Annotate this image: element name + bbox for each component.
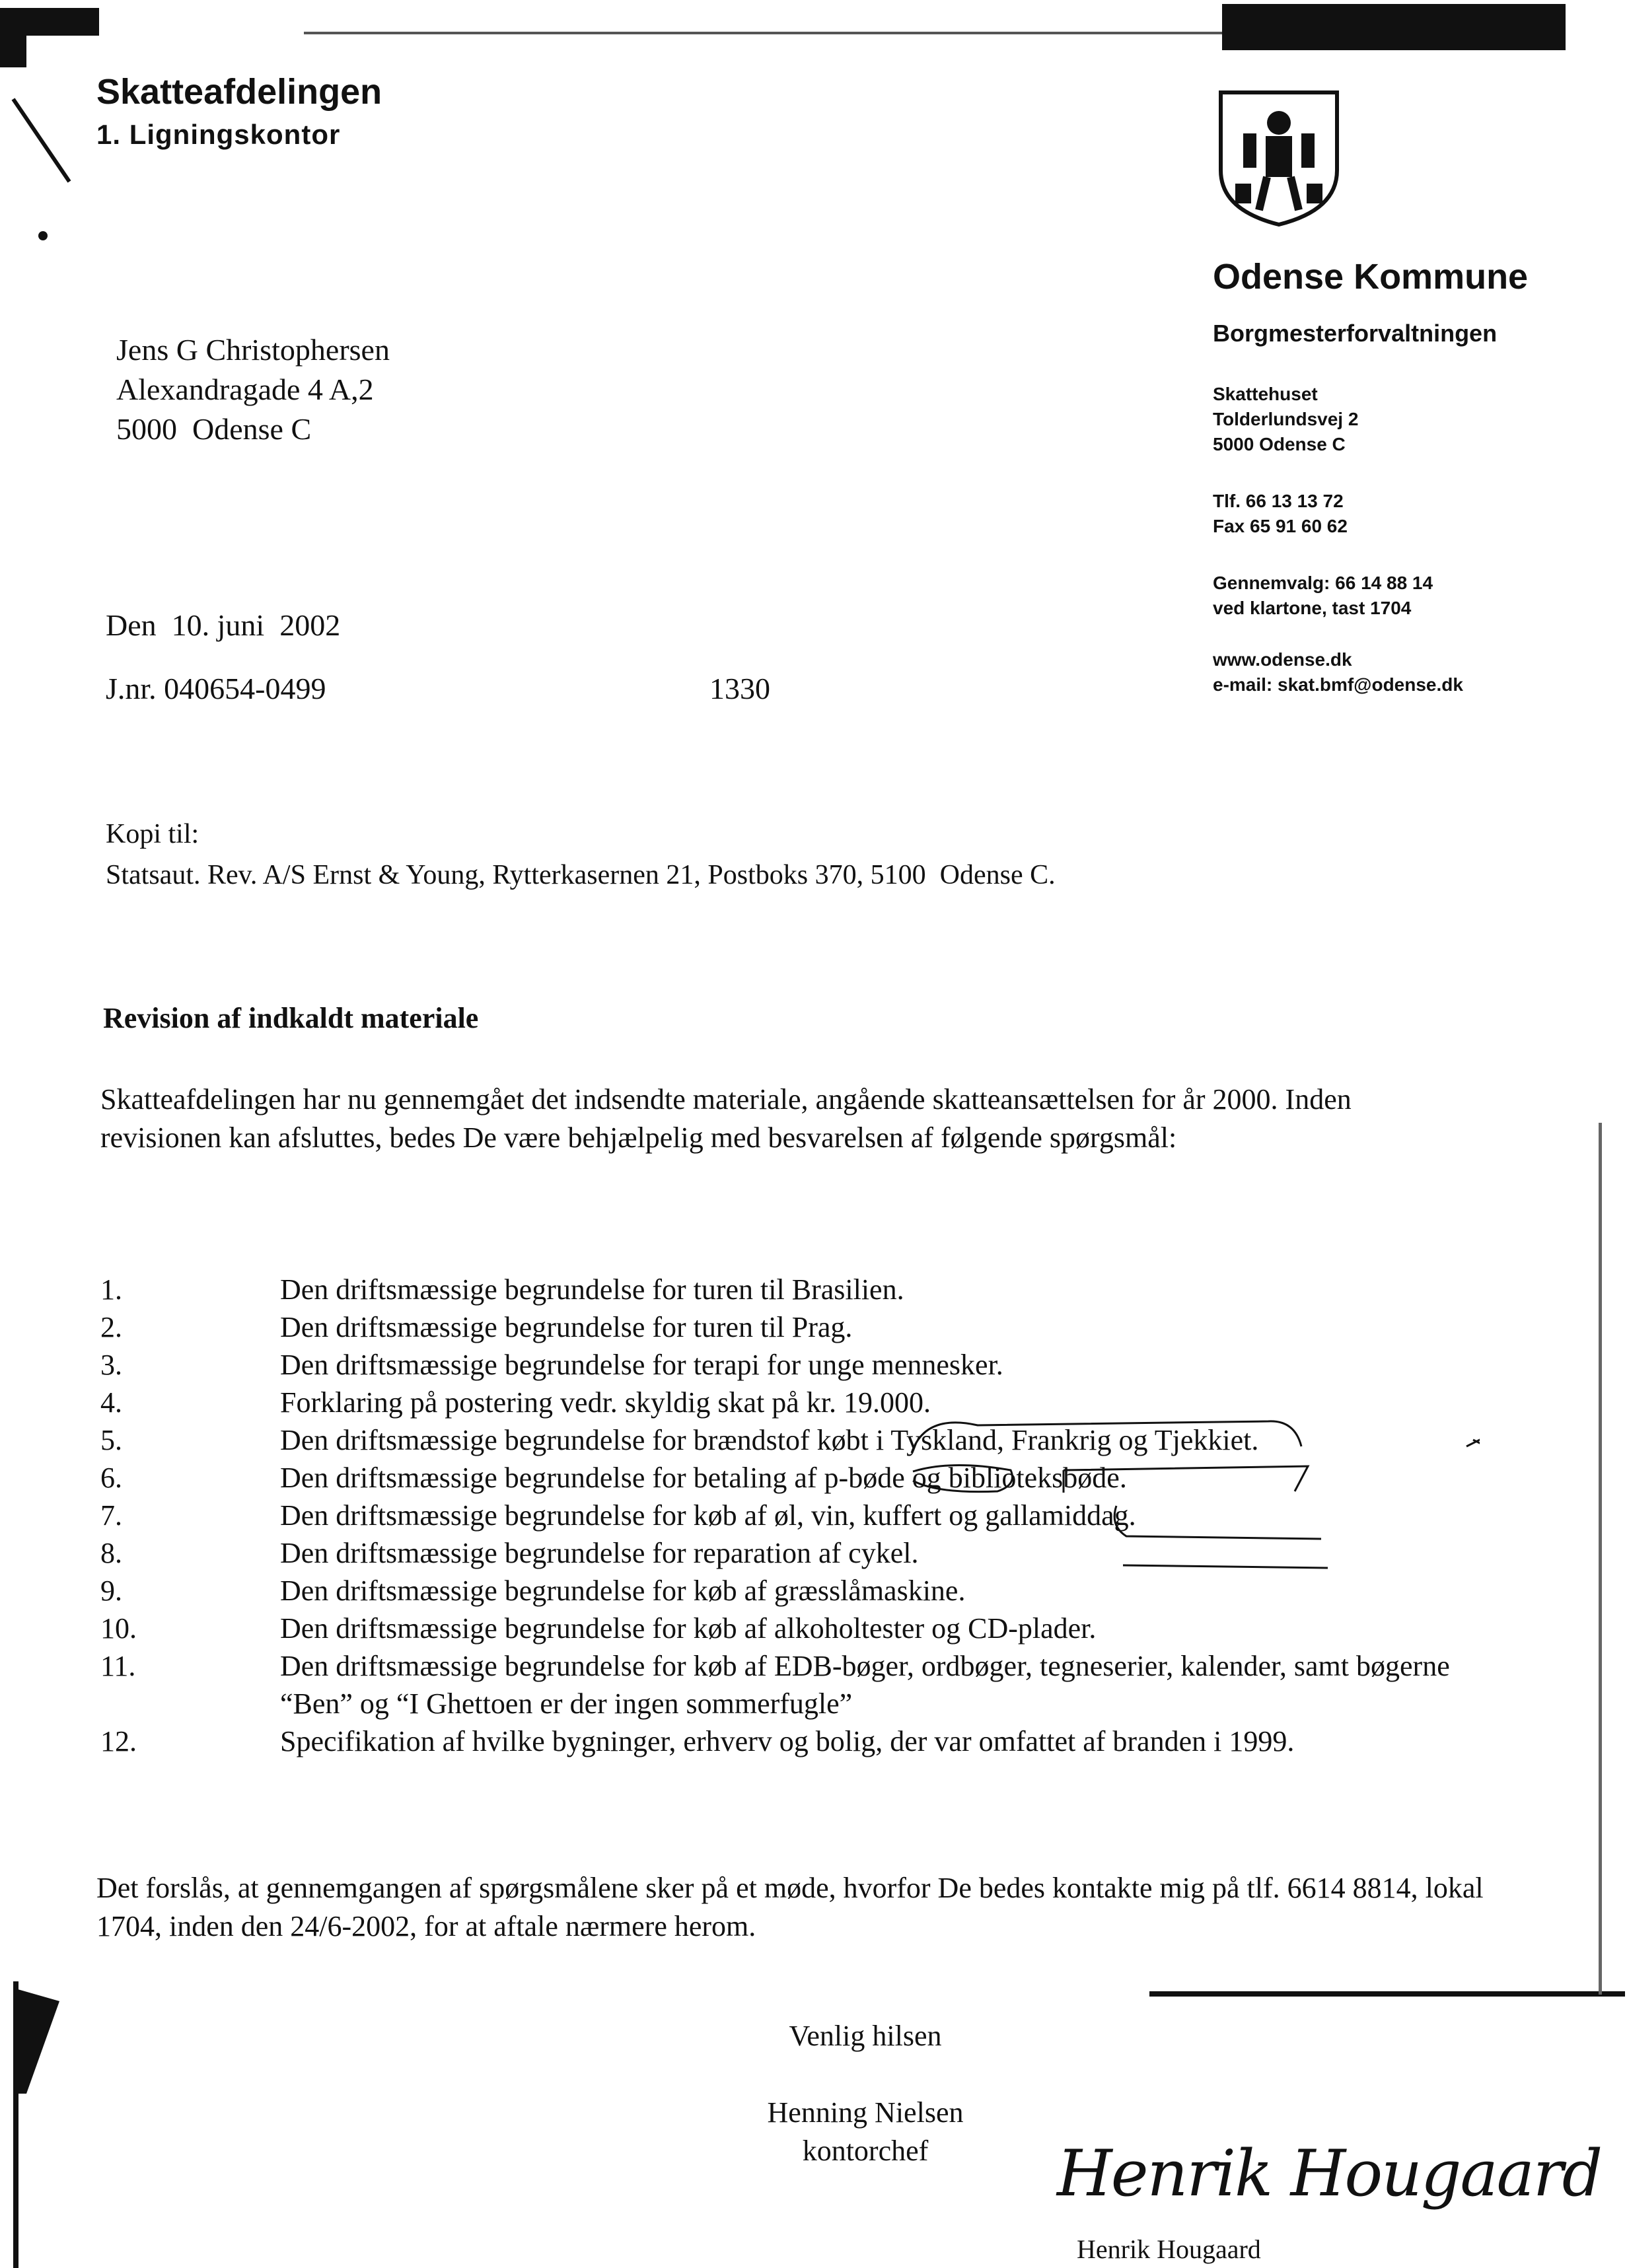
list-item [100, 1647, 1488, 1722]
list-item [100, 1271, 1488, 1308]
copy-to-recipient: Statsaut. Rev. A/S Ernst & Young, Rytterkasernen 21, Postboks 370, 5100 Odense C. [106, 860, 1056, 890]
question-number: 10. [100, 1612, 137, 1645]
question-text: Den driftsmæssige begrundelse for turen til Brasilien. [280, 1273, 904, 1306]
question-number: 12. [100, 1725, 137, 1757]
sender-city: 5000 Odense C [1213, 434, 1346, 454]
handwritten-markup [898, 1407, 1480, 1598]
coat-of-arms-logo [1213, 85, 1345, 230]
question-text: Den driftsmæssige begrundelse for køb af græsslåmaskine. [280, 1575, 966, 1607]
journal-number: J.nr. 040654-0499 [106, 672, 326, 705]
scan-right-rule [1149, 1991, 1625, 1997]
question-number: 1. [100, 1273, 122, 1306]
scan-bottom-left-wedge [13, 1988, 66, 2100]
department-name: Skatteafdelingen [96, 72, 382, 112]
question-text: Den driftsmæssige begrundelse for terapi for unge mennesker. [280, 1349, 1003, 1381]
municipality-name: Odense Kommune [1213, 257, 1529, 297]
signatory-title: kontorchef [802, 2135, 929, 2167]
question-text: Den driftsmæssige begrundelse for køb af alkoholtester og CD-plader. [280, 1612, 1097, 1645]
question-text: Forklaring på postering vedr. skyldig skat på kr. 19.000. [280, 1386, 931, 1419]
sender-building: Skattehuset [1213, 384, 1318, 404]
copy-to-block [106, 814, 1056, 896]
question-text: Specifikation af hvilke bygninger, erhverv og bolig, der var omfattet af branden i 1999. [280, 1725, 1295, 1757]
scan-right-edge [1599, 1123, 1602, 1995]
question-number: 9. [100, 1575, 122, 1607]
reference-code: 1330 [709, 672, 770, 705]
question-number: 4. [100, 1386, 122, 1419]
signatory-name: Henning Nielsen [767, 2096, 964, 2129]
scan-dot [38, 231, 48, 240]
sender-direct-note: ved klartone, tast 1704 [1213, 598, 1412, 618]
question-text: Den driftsmæssige begrundelse for køb af øl, vin, kuffert og gallamiddag. [280, 1499, 1136, 1532]
office-name: 1. Ligningskontor [96, 119, 341, 150]
sender-phone-block [1213, 489, 1348, 539]
sender-street: Tolderlundsvej 2 [1213, 409, 1359, 429]
question-number: 7. [100, 1499, 122, 1532]
sender-phone: Tlf. 66 13 13 72 [1213, 491, 1344, 511]
letter-subject: Revision af indkaldt materiale [103, 1002, 479, 1034]
recipient-address [116, 330, 390, 449]
sender-direct-dial: Gennemvalg: 66 14 88 14 [1213, 573, 1433, 593]
list-item [100, 1346, 1488, 1384]
letter-date: Den 10. juni 2002 [106, 608, 341, 642]
recipient-city: 5000 Odense C [116, 412, 312, 446]
sender-online-block [1213, 647, 1463, 697]
question-number: 3. [100, 1349, 122, 1381]
list-item [100, 1610, 1488, 1647]
sender-direct-block [1213, 571, 1433, 621]
intro-paragraph: Skatteafdelingen har nu gennemgået det indsendte materiale, angående skatteansættelsen for år 2000. Inden revisionen kan afsluttes, bedes De være behjælpelig med besvarelsen af følgende spørgsmål: [100, 1083, 1352, 1154]
recipient-name: Jens G Christophersen [116, 333, 390, 367]
question-text: Den driftsmæssige begrundelse for turen til Prag. [280, 1311, 853, 1343]
sender-address [1213, 382, 1358, 457]
handwritten-signature: Henrik Hougaard [1057, 2137, 1602, 2211]
question-text: Den driftsmæssige begrundelse for betaling af p-bøde og biblioteksbøde. [280, 1462, 1127, 1494]
scan-corner-mark-stem [0, 8, 26, 67]
scan-diagonal-mark [7, 92, 79, 192]
administration-name: Borgmesterforvaltningen [1213, 320, 1498, 347]
scan-top-rule [304, 32, 1282, 34]
sender-fax: Fax 65 91 60 62 [1213, 516, 1348, 536]
question-number: 8. [100, 1537, 122, 1569]
closing-paragraph: Det forslås, at gennemgangen af spørgsmålene sker på et møde, hvorfor De bedes kontakte mig på tlf. 6614 8814, lokal 1704, inden den 24/6-2002, for at aftale nærmere herom. [96, 1872, 1484, 1942]
question-number: 2. [100, 1311, 122, 1343]
sender-email: e-mail: skat.bmf@odense.dk [1213, 674, 1463, 695]
printed-signature-name: Henrik Hougaard [1077, 2234, 1261, 2264]
question-text: Den driftsmæssige begrundelse for køb af EDB-bøger, ordbøger, tegneserier, kalender, samt bøgerne “Ben” og “I Ghettoen er der ingen sommerfugle” [280, 1650, 1450, 1720]
question-text: Den driftsmæssige begrundelse for reparation af cykel. [280, 1537, 919, 1569]
copy-to-label: Kopi til: [106, 819, 199, 849]
list-item [100, 1722, 1488, 1760]
question-number: 5. [100, 1424, 122, 1456]
greeting: Venlig hilsen [789, 2020, 942, 2052]
question-number: 6. [100, 1462, 122, 1494]
list-item [100, 1308, 1488, 1346]
question-number: 11. [100, 1650, 136, 1682]
scan-top-right-mark [1222, 4, 1566, 50]
question-text: Den driftsmæssige begrundelse for brændstof købt i Tyskland, Frankrig og Tjekkiet. [280, 1424, 1259, 1456]
sender-web: www.odense.dk [1213, 649, 1352, 670]
recipient-street: Alexandragade 4 A,2 [116, 372, 374, 406]
